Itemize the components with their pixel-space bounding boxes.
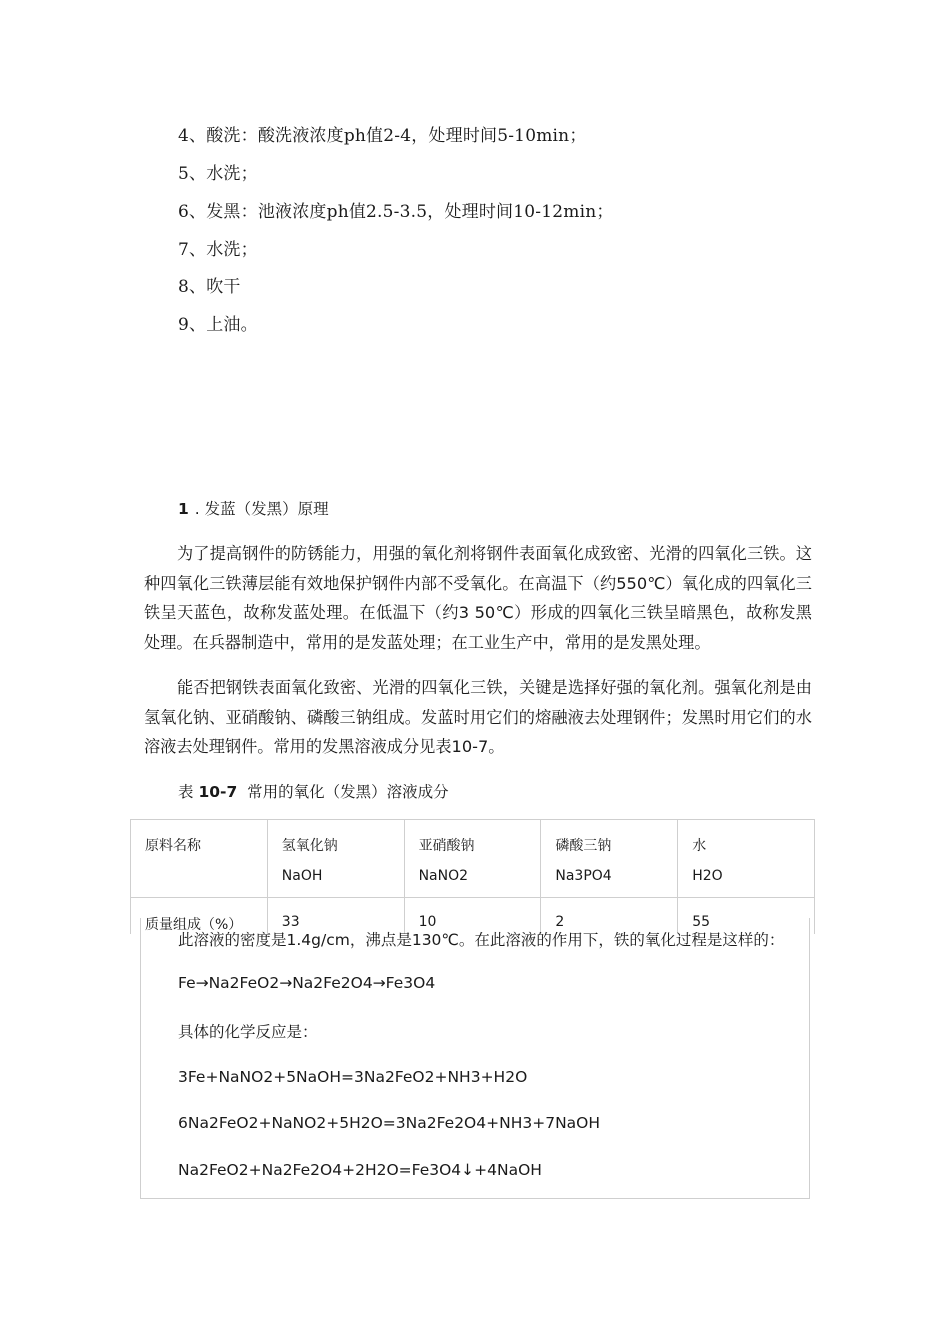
paragraph-principle: 为了提高钢件的防锈能力，用强的氧化剂将钢件表面氧化成致密、光滑的四氧化三铁。这种四氧化三铁薄层能有效地保护钢件内部不受氧化。在高温下（约550℃）氧化成的四氧化三铁呈天蓝色，故称发蓝处理。在低温下（约3 50℃）形成的四氧化三铁呈暗黑色，故称发黑处理。在兵器制造中，常用的是发蓝处理；在工业生产中，常用的是发黑处理。 xyxy=(144,544,812,652)
table-cell-value: 2 xyxy=(541,898,678,935)
reaction-equation-3: Na2FeO2+Na2Fe2O4+2H2O=Fe3O4↓+4NaOH xyxy=(178,1161,542,1179)
density-line: 此溶液的密度是1.4g/cm，沸点是130℃。在此溶液的作用下，铁的氧化过程是这样的： xyxy=(178,931,785,949)
table-cell-material: 水 H2O xyxy=(678,820,815,898)
section-title-text: . 发蓝（发黑）原理 xyxy=(194,500,329,518)
table-cell-material: 氢氧化钠 NaOH xyxy=(267,820,404,898)
reaction-heading: 具体的化学反应是： xyxy=(178,1023,318,1041)
table-cell-material: 亚硝酸钠 NaNO2 xyxy=(404,820,541,898)
reaction-equation-1: 3Fe+NaNO2+5NaOH=3Na2FeO2+NH3+H2O xyxy=(178,1068,528,1086)
oxidation-chain: Fe→Na2FeO2→Na2Fe2O4→Fe3O4 xyxy=(178,974,436,992)
table-cell-value: 55 xyxy=(678,898,815,935)
step-9: 9、上油。 xyxy=(178,315,258,335)
paragraph-oxidizer: 能否把钢铁表面氧化致密、光滑的四氧化三铁，关键是选择好强的氧化剂。强氧化剂是由氢氧化钠、亚硝酸钠、磷酸三钠组成。发蓝时用它们的熔融液去处理钢件；发黑时用它们的水溶液去处理钢件。常用的发黑溶液成分见表10-7。 xyxy=(144,678,812,756)
caption-prefix: 表 xyxy=(178,783,194,801)
step-8: 8、吹干 xyxy=(178,277,241,297)
step-6: 6、发黑：池液浓度ph值2.5-3.5，处理时间10-12min； xyxy=(178,202,614,222)
reaction-box xyxy=(140,918,810,1199)
step-5: 5、水洗； xyxy=(178,164,258,184)
table-cell-value: 10 xyxy=(404,898,541,935)
table-cell-value: 33 xyxy=(267,898,404,935)
section-heading xyxy=(178,497,329,519)
composition-table xyxy=(130,819,815,934)
caption-number: 10-7 xyxy=(198,783,238,801)
table-cell-header-label: 原料名称 xyxy=(131,820,268,898)
step-4: 4、酸洗：酸洗液浓度ph值2-4，处理时间5-10min； xyxy=(178,126,587,146)
reaction-equation-2: 6Na2FeO2+NaNO2+5H2O=3Na2Fe2O4+NH3+7NaOH xyxy=(178,1114,601,1132)
table-cell-material: 磷酸三钠 Na3PO4 xyxy=(541,820,678,898)
table-caption xyxy=(178,780,449,802)
section-number: 1 xyxy=(178,500,189,518)
caption-title: 常用的氧化（发黑）溶液成分 xyxy=(247,783,449,801)
step-7: 7、水洗； xyxy=(178,240,258,260)
table-row xyxy=(131,820,815,898)
table-cell-row-label: 质量组成（%） xyxy=(131,898,268,935)
